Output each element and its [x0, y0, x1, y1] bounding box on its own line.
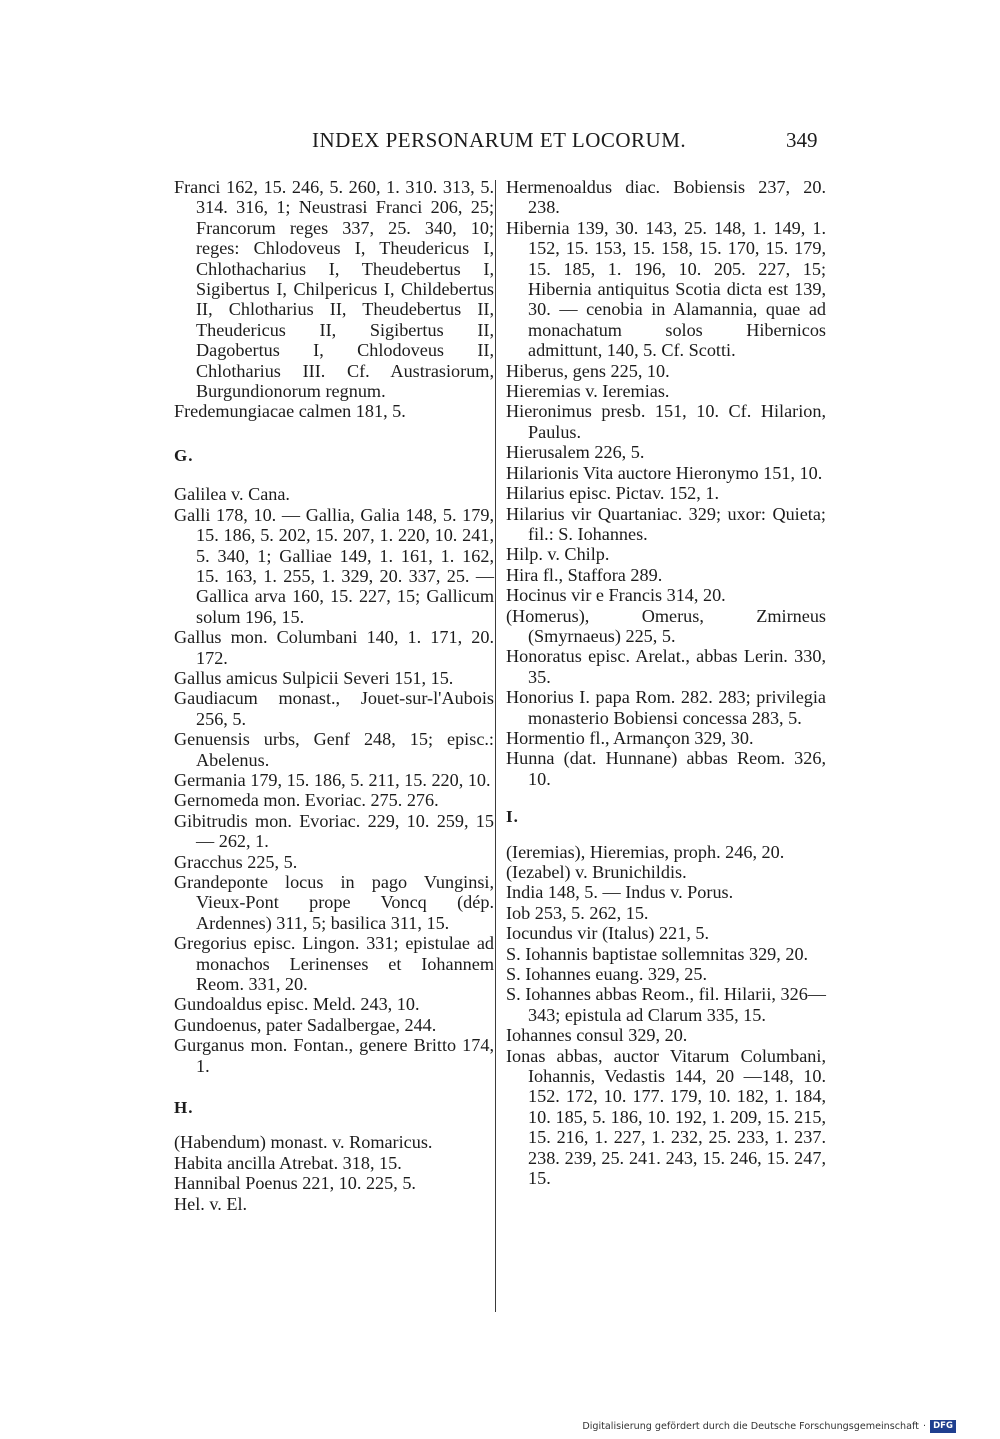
index-entry: Gundoaldus episc. Meld. 243, 10. — [174, 994, 420, 1015]
index-entry: Hierusalem 226, 5. — [506, 442, 645, 463]
index-entry: Hibernia 139, 30. 143, 25. 148, 1. 149, 1. 152, 15. 153, 15. 158, 15. 170, 15. 179, 15. 185, 1. 196, 10. 205. 227, 15; Hibernia antiquitus Scotia dicta est 139, 30. — cenobia in Alamannia, quae ad monachatum solos Hibernicos admittunt, 140, 5. Cf. Scotti. — [506, 217, 826, 361]
index-entry: India 148, 5. — Indus v. Porus. — [506, 882, 734, 903]
right-column — [506, 177, 826, 1189]
index-entry: Hieronimus presb. 151, 10. Cf. Hilarion, Paulus. — [506, 401, 826, 442]
index-entry: (Iezabel) v. Brunichildis. — [506, 862, 687, 882]
index-entry: Habita ancilla Atrebat. 318, 15. — [174, 1152, 402, 1173]
dfg-logo: DFG — [930, 1420, 956, 1433]
index-entry: Hannibal Poenus 221, 10. 225, 5. — [174, 1173, 416, 1194]
index-entry: Hormentio fl., Armançon 329, 30. — [506, 727, 754, 748]
index-entry: Hilarius vir Quartaniac. 329; uxor: Quieta; fil.: S. Iohannes. — [506, 503, 826, 544]
page-number: 349 — [786, 128, 818, 152]
index-entry: Gundoenus, pater Sadalbergae, 244. — [174, 1014, 437, 1035]
section-heading-h: H. — [174, 1098, 194, 1118]
index-entry: Hiberus, gens 225, 10. — [506, 360, 670, 381]
index-entry: Hunna (dat. Hunnane) abbas Reom. 326, 10. — [506, 748, 826, 789]
separator-dot: · — [922, 1420, 926, 1432]
index-entry: (Habendum) monast. v. Romaricus. — [174, 1132, 433, 1153]
column-divider — [495, 180, 496, 1312]
index-entry: Gurganus mon. Fontan., genere Britto 174, 1. — [174, 1035, 494, 1076]
index-entry: Galli 178, 10. — Gallia, Galia 148, 5. 179, 15. 186, 5. 202, 15. 207, 1. 220, 10. 241, 5. 340, 1; Galliae 149, 1. 161, 1. 162, 15. 163, 1. 255, 1. 329, 20. 337, 25. — Gallica arva 160, 15. 227, 15; Gallicum solum 196, 15. — [174, 504, 494, 627]
index-entry: Iob 253, 5. 262, 15. — [506, 902, 649, 923]
credit-text: Digitalisierung gefördert durch die Deutsche Forschungsgemeinschaft — [582, 1420, 919, 1432]
index-entry: Honoratus episc. Arelat., abbas Lerin. 330, 35. — [506, 646, 826, 687]
index-entry: Gracchus 225, 5. — [174, 851, 298, 872]
index-entry: Hermenoaldus diac. Bobiensis 237, 20. 238. — [506, 177, 826, 218]
index-entry: Galilea v. Cana. — [174, 484, 290, 505]
index-entry: Gallus amicus Sulpicii Severi 151, 15. — [174, 667, 454, 688]
page-header — [0, 128, 1000, 158]
index-entry: S. Iohannes abbas Reom., fil. Hilarii, 326—343; epistula ad Clarum 335, 15. — [506, 984, 826, 1025]
index-entry: (Ieremias), Hieremias, proph. 246, 20. — [506, 841, 785, 862]
index-entry: Hilarius episc. Pictav. 152, 1. — [506, 483, 719, 504]
left-column — [174, 177, 494, 1214]
index-entry: Hocinus vir e Francis 314, 20. — [506, 585, 726, 606]
index-entry: Gallus mon. Columbani 140, 1. 171, 20. 172. — [174, 627, 494, 668]
index-entry: Grandeponte locus in pago Vunginsi, Vieux-Pont prope Voncq (dép. Ardennes) 311, 5; basilica 311, 15. — [174, 872, 494, 933]
index-entry: Hel. v. El. — [174, 1193, 248, 1214]
section-heading-i: I. — [506, 807, 519, 827]
index-entry: S. Iohannes euang. 329, 25. — [506, 964, 708, 985]
index-entry: Honorius I. papa Rom. 282. 283; privilegia monasterio Bobiensi concessa 283, 5. — [506, 687, 826, 728]
index-entry: Gibitrudis mon. Evoriac. 229, 10. 259, 15 — 262, 1. — [174, 810, 494, 852]
index-entry: Gregorius episc. Lingon. 331; epistulae ad monachos Lerinenses et Iohannem Reom. 331, 20. — [174, 933, 494, 995]
index-entry: Fredemungiacae calmen 181, 5. — [174, 401, 406, 422]
index-entry: Genuensis urbs, Genf 248, 15; episc.: Abelenus. — [174, 729, 494, 770]
index-entry: Iocundus vir (Italus) 221, 5. — [506, 923, 710, 944]
index-entry: S. Iohannis baptistae sollemnitas 329, 20. — [506, 943, 809, 964]
index-entry: Hilp. v. Chilp. — [506, 544, 610, 565]
index-entry: Gernomeda mon. Evoriac. 275. 276. — [174, 790, 439, 811]
index-entry: Hieremias v. Ieremias. — [506, 381, 670, 402]
index-entry: Gaudiacum monast., Jouet-sur-l'Aubois 256, 5. — [174, 688, 494, 729]
index-entry: Ionas abbas, auctor Vitarum Columbani, Iohannis, Vedastis 144, 20 —148, 10. 152. 172, 10. 177. 179, 10. 182, 1. 184, 10. 185, 5. 186, 10. 192, 1. 209, 15. 215, 15. 216, 1. 227, 1. 232, 25. 233, 1. 237. 238. 239, 25. 241. 243, 15. 246, 15. 247, 15. — [506, 1045, 826, 1189]
digitization-credit — [582, 1418, 956, 1434]
index-entry: Germania 179, 15. 186, 5. 211, 15. 220, 10. — [174, 769, 491, 790]
index-entry: Iohannes consul 329, 20. — [506, 1025, 688, 1046]
index-entry: Hira fl., Staffora 289. — [506, 564, 663, 585]
index-entry: (Homerus), Omerus, Zmirneus (Smyrnaeus) 225, 5. — [506, 605, 826, 646]
index-entry: Franci 162, 15. 246, 5. 260, 1. 310. 313, 5. 314. 316, 1; Neustrasi Franci 206, 25; Francorum reges 337, 25. 340, 10; reges: Chlodoveus I, Theudericus I, Chlothacharius I, Theudebertus I, Sigibertus I, Chilpericus I, Childebertus II, Chlotharius II, Theudebertus II, Theudericus II, Sigibertus II, Dagobertus I, Chlodoveus II, Chlotharius III. Cf. Austrasiorum, Burgundionorum regnum. — [174, 177, 494, 402]
section-heading-g: G. — [174, 445, 194, 465]
running-head: INDEX PERSONARUM ET LOCORUM. — [312, 128, 687, 152]
index-entry: Hilarionis Vita auctore Hieronymo 151, 10. — [506, 462, 823, 483]
